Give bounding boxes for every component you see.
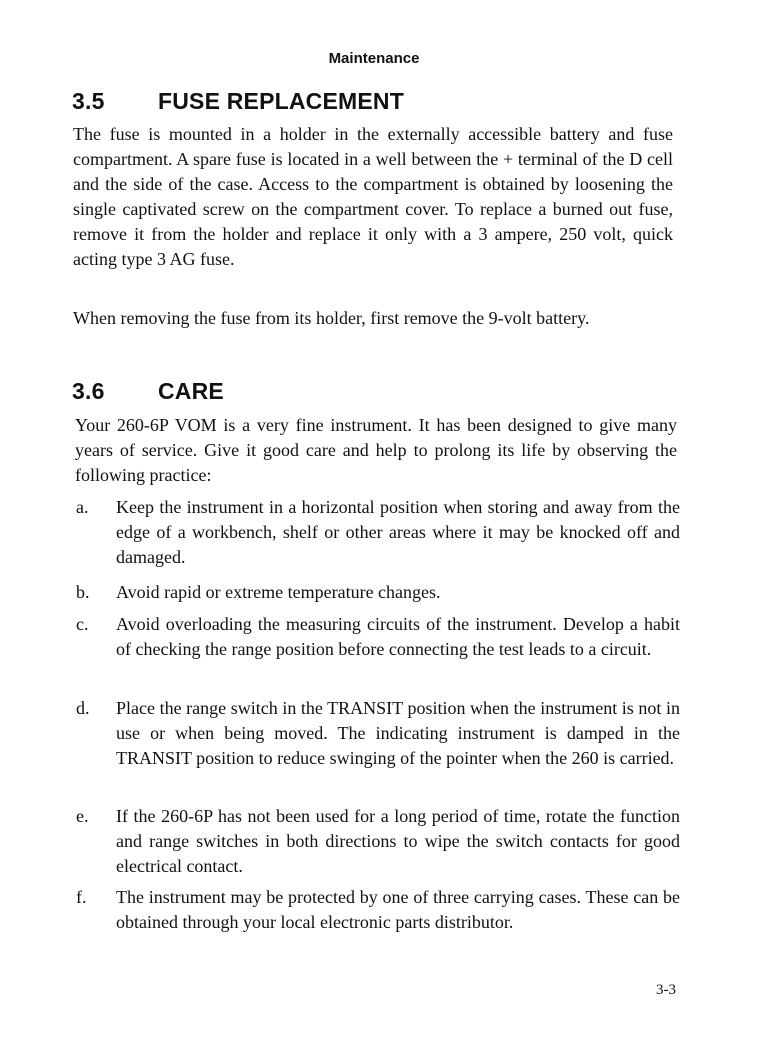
running-head: Maintenance [328,50,420,67]
list-item-b [76,580,680,605]
list-item-text: Place the range switch in the TRANSIT position when the instrument is not in use or when being moved. The indicating instrument is damped in the TRANSIT position to reduce swinging of the pointer when the 260 is carried. [116,698,680,768]
list-marker: b. [76,582,90,602]
section-heading-care [72,378,224,405]
section-number: 3.6 [72,378,105,404]
list-item-text: Avoid overloading the measuring circuits of the instrument. Develop a habit of checking the range position before connecting the test leads to a circuit. [116,614,680,659]
list-item-c [76,612,680,662]
list-item-d [76,696,680,771]
page-number: 3-3 [656,982,676,998]
list-marker: c. [76,614,89,634]
list-item-text: If the 260-6P has not been used for a long period of time, rotate the function and range switches in both directions to wipe the switch contacts for good electrical contact. [116,806,680,876]
list-item-text: Keep the instrument in a horizontal position when storing and away from the edge of a workbench, shelf or other areas where it may be knocked off and damaged. [116,497,680,567]
section-title: FUSE REPLACEMENT [158,88,404,114]
list-marker: d. [76,698,90,718]
list-item-text: Avoid rapid or extreme temperature changes. [116,582,441,602]
care-intro: Your 260-6P VOM is a very fine instrument. It has been designed to give many years of service. Give it good care and help to prolong its life by observing the following practice: [75,415,677,485]
list-marker: e. [76,806,89,826]
section-title: CARE [158,378,224,404]
section-heading-fuse-replacement [72,88,404,115]
list-item-e [76,804,680,879]
section-number: 3.5 [72,88,105,114]
list-item-a [76,495,680,570]
fuse-paragraph-2: When removing the fuse from its holder, first remove the 9-volt battery. [73,308,590,328]
list-marker: f. [76,887,87,907]
fuse-paragraph-1: The fuse is mounted in a holder in the externally accessible battery and fuse compartment. A spare fuse is located in a well between the + terminal of the D cell and the side of the case. Access to the compartment is obtained by loosening the single captivated screw on the compartment cover. To replace a burned out fuse, remove it from the holder and replace it only with a 3 ampere, 250 volt, quick acting type 3 AG fuse. [73,124,673,269]
list-item-f [76,885,680,935]
list-item-text: The instrument may be protected by one of three carrying cases. These can be obtained through your local electronic parts distributor. [116,887,680,932]
list-marker: a. [76,497,89,517]
